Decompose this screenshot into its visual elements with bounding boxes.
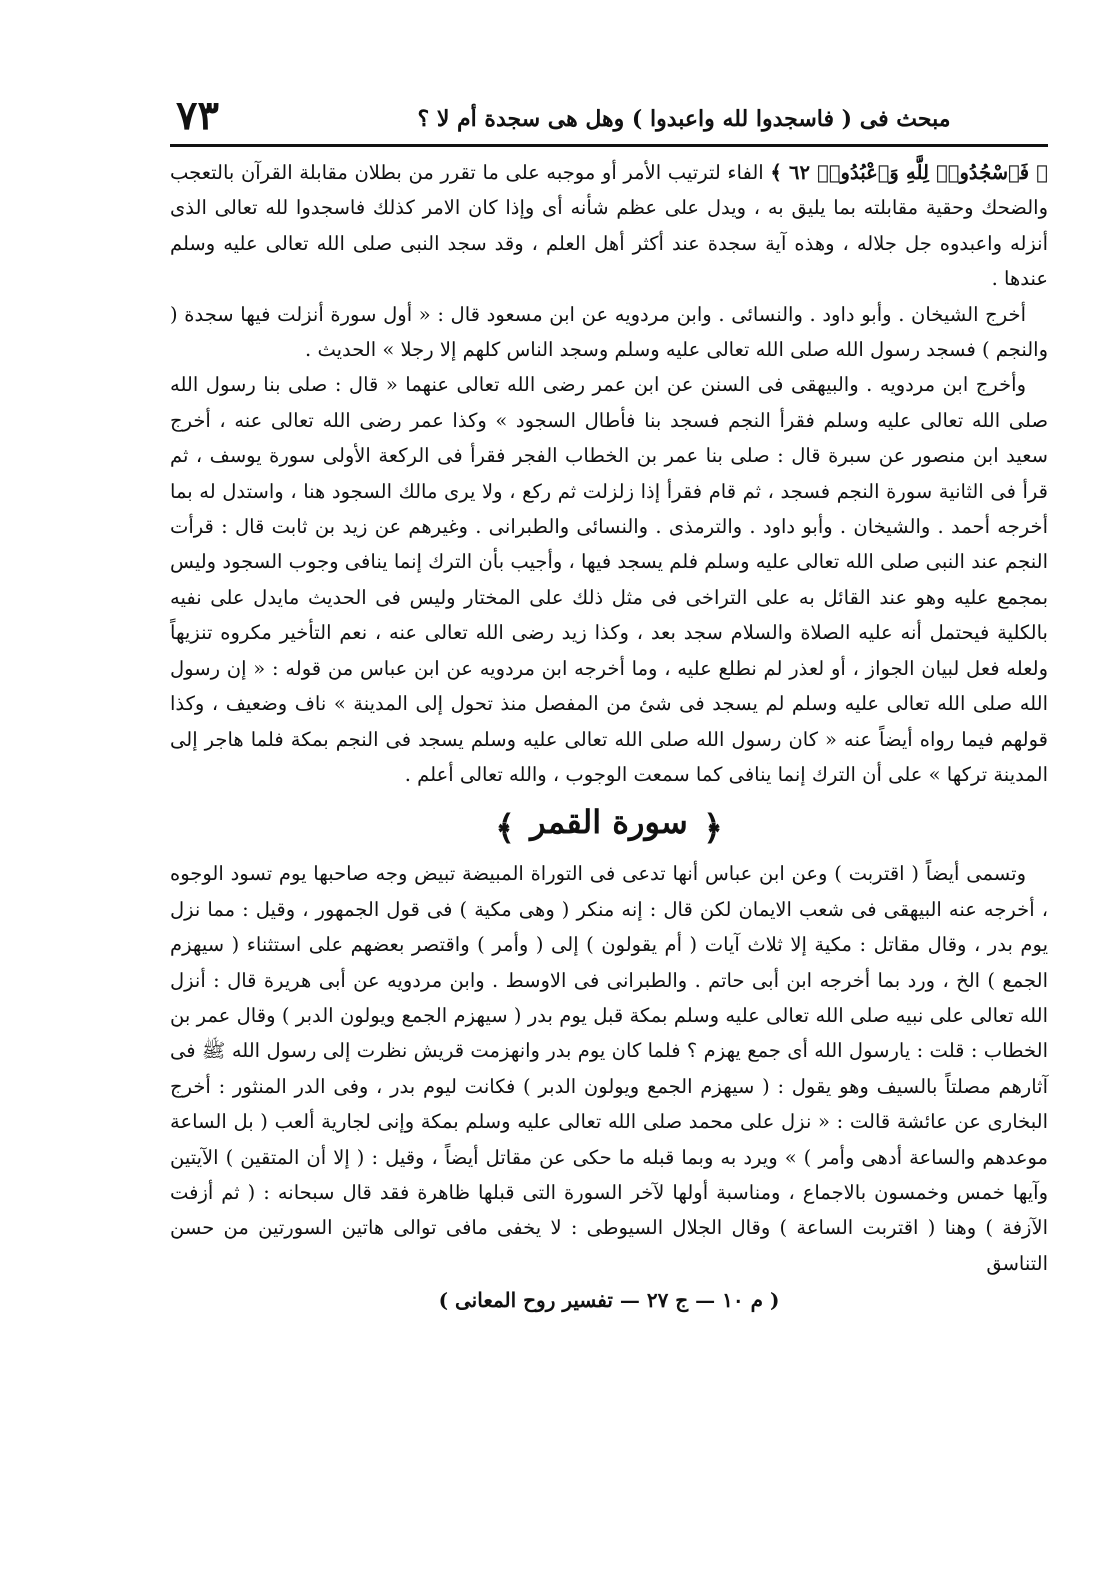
paragraph-text: وأخرج ابن مردويه . والبيهقى فى السنن عن ابن عمر رضى الله تعالى عنهما « قال : صلى بنا رسول الله صلى الله تعالى عليه وسلم فقرأ النجم فسجد بنا فأطال السجود » وكذا عمر رضى الله تعالى عنه ، أخرج سعيد ابن منصور عن سبرة قال : صلى بنا عمر بن الخطاب الفجر فقرأ فى الركعة الأولى سورة يوسف ، ثم قرأ فى الثانية سورة النجم فسجد ، ثم قام فقرأ إذا زلزلت ثم ركع ، ولا يرى مالك السجود هنا ، واستدل له بما أخرجه أحمد . والشيخان . وأبو داود . والترمذى . والنسائى والطبرانى . وغيرهم عن زيد بن ثابت قال : قرأت النجم عند النبى صلى الله تعالى عليه وسلم فلم يسجد فيها ، وأجيب بأن الترك إنما ينافى وجوب السجود وليس بمجمع عليه وهو عند القائل به على التراخى فى مثل ذلك على المختار وليس فى الحديث مايدل على نفيه بالكلية فيحتمل أنه عليه الصلاة والسلام سجد بعد ، وكذا زيد رضى الله تعالى عنه ، نعم التأخير مكروه تنزيهاً ولعله فعل لبيان الجواز ، أو لعذر لم نطلع عليه ، وما أخرجه ابن مردويه عن ابن عباس من قوله : « إن رسول الله صلى الله تعالى عليه وسلم لم يسجد فى شئ من المفصل منذ تحول إلى المدينة » ناف وضعيف ، وكذا قولهم فيما رواه أيضاً عنه « كان رسول الله صلى الله تعالى عليه وسلم يسجد فى النجم بمكة فلما هاجر إلى المدينة تركها » على أن الترك إنما ينافى كما سمعت الوجوب ، والله تعالى أعلم . <box>170 373 1048 786</box>
ornamental-bracket-open: ﴿ <box>702 808 723 849</box>
running-header <box>170 92 1048 147</box>
paragraph-hadith-ibn-masud <box>170 297 1048 368</box>
paragraph-surah-introduction <box>170 856 1048 1281</box>
page-number: ٧٣ <box>176 92 219 139</box>
surah-heading <box>170 796 1048 848</box>
paragraph-text: وتسمى أيضاً ( اقتربت ) وعن ابن عباس أنها تدعى فى التوراة المبيضة تبيض وجه صاحبها يوم تسود الوجوه ، أخرجه عنه البيهقى فى شعب الايمان لكن قال : إنه منكر ( وهى مكية ) فى قول الجمهور ، وقيل : مما نزل يوم بدر ، وقال مقاتل : مكية إلا ثلاث آيات ( أم يقولون ) إلى ( وأمر ) واقتصر بعضهم على استثناء ( سيهزم الجمع ) الخ ، ورد بما أخرجه ابن أبى حاتم . والطبرانى فى الاوسط . وابن مردويه عن أبى هريرة قال : أنزل الله تعالى على نبيه صلى الله تعالى عليه وسلم بمكة قبل يوم بدر ( سيهزم الجمع ويولون الدبر ) وقال عمر بن الخطاب : قلت : يارسول الله أى جمع يهزم ؟ فلما كان يوم بدر وانهزمت قريش نظرت إلى رسول الله ﷺ فى آثارهم مصلتاً بالسيف وهو يقول : ( سيهزم الجمع ويولون الدبر ) فكانت ليوم بدر ، وفى الدر المنثور : أخرج البخارى عن عائشة قالت : « نزل على محمد صلى الله تعالى عليه وسلم بمكة وإنى لجارية ألعب ( بل الساعة موعدهم والساعة أدهى وأمر ) » ويرد به وبما قبله ما حكى عن مقاتل أيضاً ، وقيل : ( إلا أن المتقين ) الآيتين وآيها خمس وخمسون بالاجماع ، ومناسبة أولها لآخر السورة التى قبلها ظاهرة فقد قال سبحانه : ( ثم أزفت الآزفة ) وهنا ( اقتربت الساعة ) وقال الجلال السيوطى : لا يخفى مافى توالى هاتين السورتين من حسن التناسق <box>170 862 1048 1275</box>
paragraph-verse-commentary <box>170 155 1048 297</box>
paragraph-text: الفاء لترتيب الأمر أو موجبه على ما تقرر من بطلان مقابلة القرآن بالتعجب والضحك وحقية مقابلته بما يليق به ، ويدل على عظم شأنه أى وإذا كان الامر كذلك فاسجدوا لله تعالى الذى أنزله واعبدوه جل جلاله ، وهذه آية سجدة عند أكثر أهل العلم ، وقد سجد النبى صلى الله تعالى عليه وسلم عندها . <box>170 161 1048 291</box>
body-text <box>170 155 1048 792</box>
print-signature: ( م ١٠ — ج ٢٧ — تفسير روح المعانى ) <box>438 1288 780 1313</box>
paragraph-prostration-discussion <box>170 367 1048 792</box>
quranic-verse: ﴿ فَٱسْجُدُوا۟ لِلَّهِ وَٱعْبُدُوا۟ ٦٢ ﴾ <box>770 161 1048 184</box>
ornamental-bracket-close: ﴾ <box>495 808 516 849</box>
book-page <box>170 92 1048 1492</box>
surah-intro-text <box>170 856 1048 1281</box>
running-title: مبحث فى ( فاسجدوا لله واعبدوا ) وهل هى سجدة أم لا ؟ <box>417 106 951 132</box>
paragraph-text: أخرج الشيخان . وأبو داود . والنسائى . وابن مردويه عن ابن مسعود قال : « أول سورة أنزلت فيها سجدة ( والنجم ) فسجد رسول الله صلى الله تعالى عليه وسلم وسجد الناس كلهم إلا رجلا » الحديث . <box>170 302 1048 362</box>
surah-title: سورة القمر <box>530 803 688 842</box>
